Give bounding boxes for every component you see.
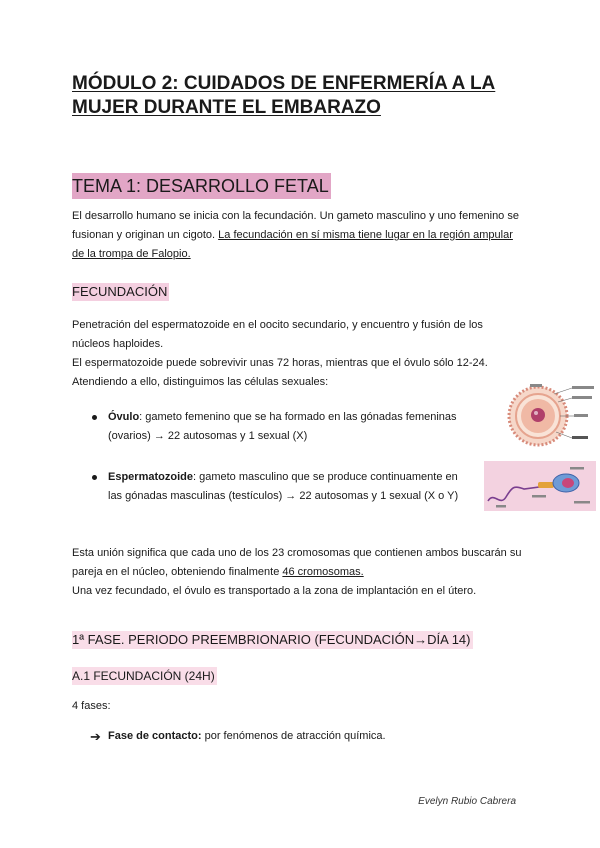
penetracion-paragraph xyxy=(72,316,528,392)
penetracion-line-1: Penetración del espermatozoide en el oocito secundario, y encuentro y fusión de los xyxy=(72,319,483,331)
intro-line-3: de la trompa de Falopio. xyxy=(72,248,191,260)
supervivencia-line-2: Atendiendo a ello, distinguimos las células sexuales: xyxy=(72,376,329,388)
intro-line-1: El desarrollo humano se inicia con la fecundación. Un gameto masculino y uno femenino se xyxy=(72,210,519,222)
ovulo-term: Óvulo xyxy=(108,411,140,423)
bullet-dot-ovulo xyxy=(92,415,97,420)
fecundacion-heading: FECUNDACIÓN xyxy=(72,284,168,299)
module-title xyxy=(72,72,542,120)
supervivencia-line-1: El espermatozoide puede sobrevivir unas 72 horas, mientras que el óvulo sólo 12-24. xyxy=(72,357,488,369)
arrow-bullet-icon: ➔ xyxy=(90,729,101,744)
intro-line-2: fusionan y originan un cigoto. La fecundación en sí misma tiene lugar en la región ampular xyxy=(72,229,513,241)
bullet-ovulo-line-2: (ovarios) → 22 autosomas y 1 sexual (X) xyxy=(108,430,308,442)
bullet-ovulo xyxy=(108,408,492,446)
bullet-espermatozoide-line-1: Espermatozoide: gameto masculino que se produce continuamente en xyxy=(108,471,458,483)
fase-1-heading: 1ª FASE. PERIODO PREEMBRIONARIO (FECUNDACIÓN→DÍA 14) xyxy=(72,632,471,647)
cuatro-fases-label: 4 fases: xyxy=(72,700,111,712)
implantacion-line: Una vez fecundado, el óvulo es transportado a la zona de implantación en el útero. xyxy=(72,585,477,597)
bullet-espermatozoide-line-2: las gónadas masculinas (testículos) → 22 autosomas y 1 sexual (X o Y) xyxy=(108,490,459,502)
sperm-nucleus xyxy=(562,478,574,488)
module-title-line-2: MUJER DURANTE EL EMBARAZO xyxy=(72,97,381,118)
bullet-dot-espermatozoide xyxy=(92,475,97,480)
cromosomas-paragraph xyxy=(72,544,528,601)
intro-paragraph xyxy=(72,207,528,264)
espermatozoide-diagram-image xyxy=(484,461,596,511)
tema-title: TEMA 1: DESARROLLO FETAL xyxy=(72,173,331,199)
footer-author: Evelyn Rubio Cabrera xyxy=(418,796,516,807)
penetracion-line-2: núcleos haploides. xyxy=(72,338,164,350)
bullet-ovulo-line-1: Óvulo: gameto femenino que se ha formado en las gónadas femeninas xyxy=(108,411,457,423)
a1-fecundacion-heading: A.1 FECUNDACIÓN (24H) xyxy=(72,669,215,683)
nucleus xyxy=(531,408,545,422)
cromosomas-count-underlined: 46 cromosomas. xyxy=(282,566,364,578)
module-title-line-1: MÓDULO 2: CUIDADOS DE ENFERMERÍA A LA xyxy=(72,73,496,94)
cromosomas-line-1: Esta unión significa que cada uno de los 23 cromosomas que contienen ambos buscarán su xyxy=(72,547,522,559)
fecundacion-location-underlined: La fecundación en sí misma tiene lugar en la región ampular xyxy=(218,229,513,241)
midpiece xyxy=(538,482,554,488)
cromosomas-line-2: pareja en el núcleo, obteniendo finalmente 46 cromosomas. xyxy=(72,566,364,578)
fase-contacto-item: Fase de contacto: por fenómenos de atracción química. xyxy=(108,730,386,742)
bullet-espermatozoide xyxy=(108,468,476,506)
ovulo-diagram-image xyxy=(496,380,600,448)
espermatozoide-term: Espermatozoide xyxy=(108,471,193,483)
fase-contacto-term: Fase de contacto: xyxy=(108,730,202,742)
